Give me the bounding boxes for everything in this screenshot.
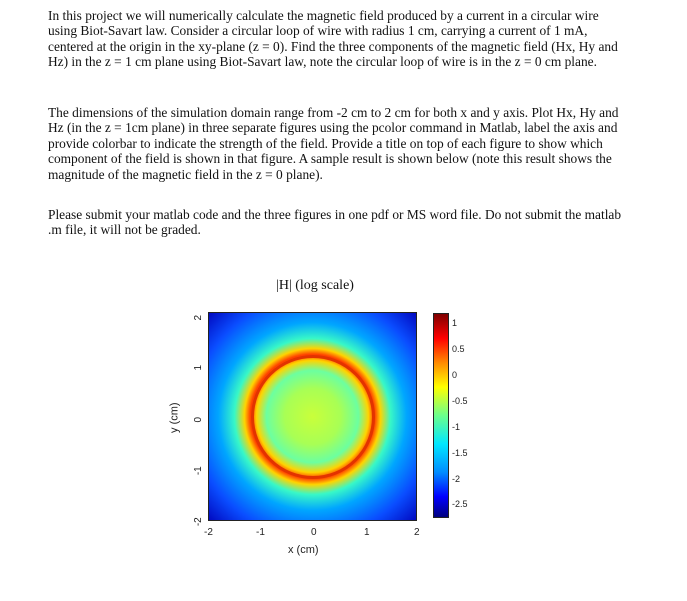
paragraph-intro: In this project we will numerically calculate the magnetic field produced by a current in a circular wire using Biot-Savart law. Consider a circular loop of wire with radius 1 cm, carrying a current of 1 mA, centered at the origin in the xy-plane (z = 0). Find the three components of the magnetic field (Hx, Hy and Hz) in the z = 1 cm plane using Biot-Savart law, note the circular loop of wire is in the z = 0 cm plane. (48, 8, 618, 70)
y-tick-label: 1 (193, 364, 205, 371)
colorbar-tick-label: -1 (452, 422, 461, 432)
x-tick-label: 1 (364, 527, 370, 538)
colorbar-tick-label: 0 (452, 370, 458, 380)
x-tick-label: -1 (256, 527, 265, 538)
colorbar-tick-label: -1.5 (452, 448, 468, 458)
colorbar-tick-label: 0.5 (452, 344, 465, 354)
x-tick-label: 2 (414, 527, 420, 538)
colorbar (433, 313, 449, 518)
heatmap-plot (208, 312, 417, 521)
y-axis-label: y (cm) (168, 402, 181, 433)
y-tick-label: -1 (192, 466, 204, 476)
colorbar-tick-label: -2 (452, 474, 461, 484)
colorbar-tick-label: -2.5 (452, 499, 468, 509)
colorbar-tick-label: 1 (452, 318, 458, 328)
figure-title: |H| (log scale) (276, 278, 354, 293)
y-tick-label: 2 (193, 314, 205, 321)
x-tick-label: -2 (204, 527, 213, 538)
x-axis-label: x (cm) (288, 544, 319, 556)
paragraph-simulation-domain: The dimensions of the simulation domain range from -2 cm to 2 cm for both x and y axis. Plot Hx, Hy and Hz (in the z = 1cm plane) in three separate figures using the pcolor command in Matlab, label the axis and provide colorbar to indicate the strength of the field. Provide a title on top of each figure to show which component of the field is shown in that figure. A sample result is shown below (note this result shows the magnitude of the magnetic field in the z = 0 plane). (48, 105, 619, 182)
colorbar-tick-label: -0.5 (452, 396, 468, 406)
y-tick-label: 0 (193, 416, 205, 423)
paragraph-submission: Please submit your matlab code and the three figures in one pdf or MS word file. Do not submit the matlab .m file, it will not be graded. (48, 207, 622, 238)
y-tick-label: -2 (192, 517, 204, 527)
x-tick-label: 0 (311, 527, 317, 538)
wire-loop-ring (251, 355, 375, 479)
